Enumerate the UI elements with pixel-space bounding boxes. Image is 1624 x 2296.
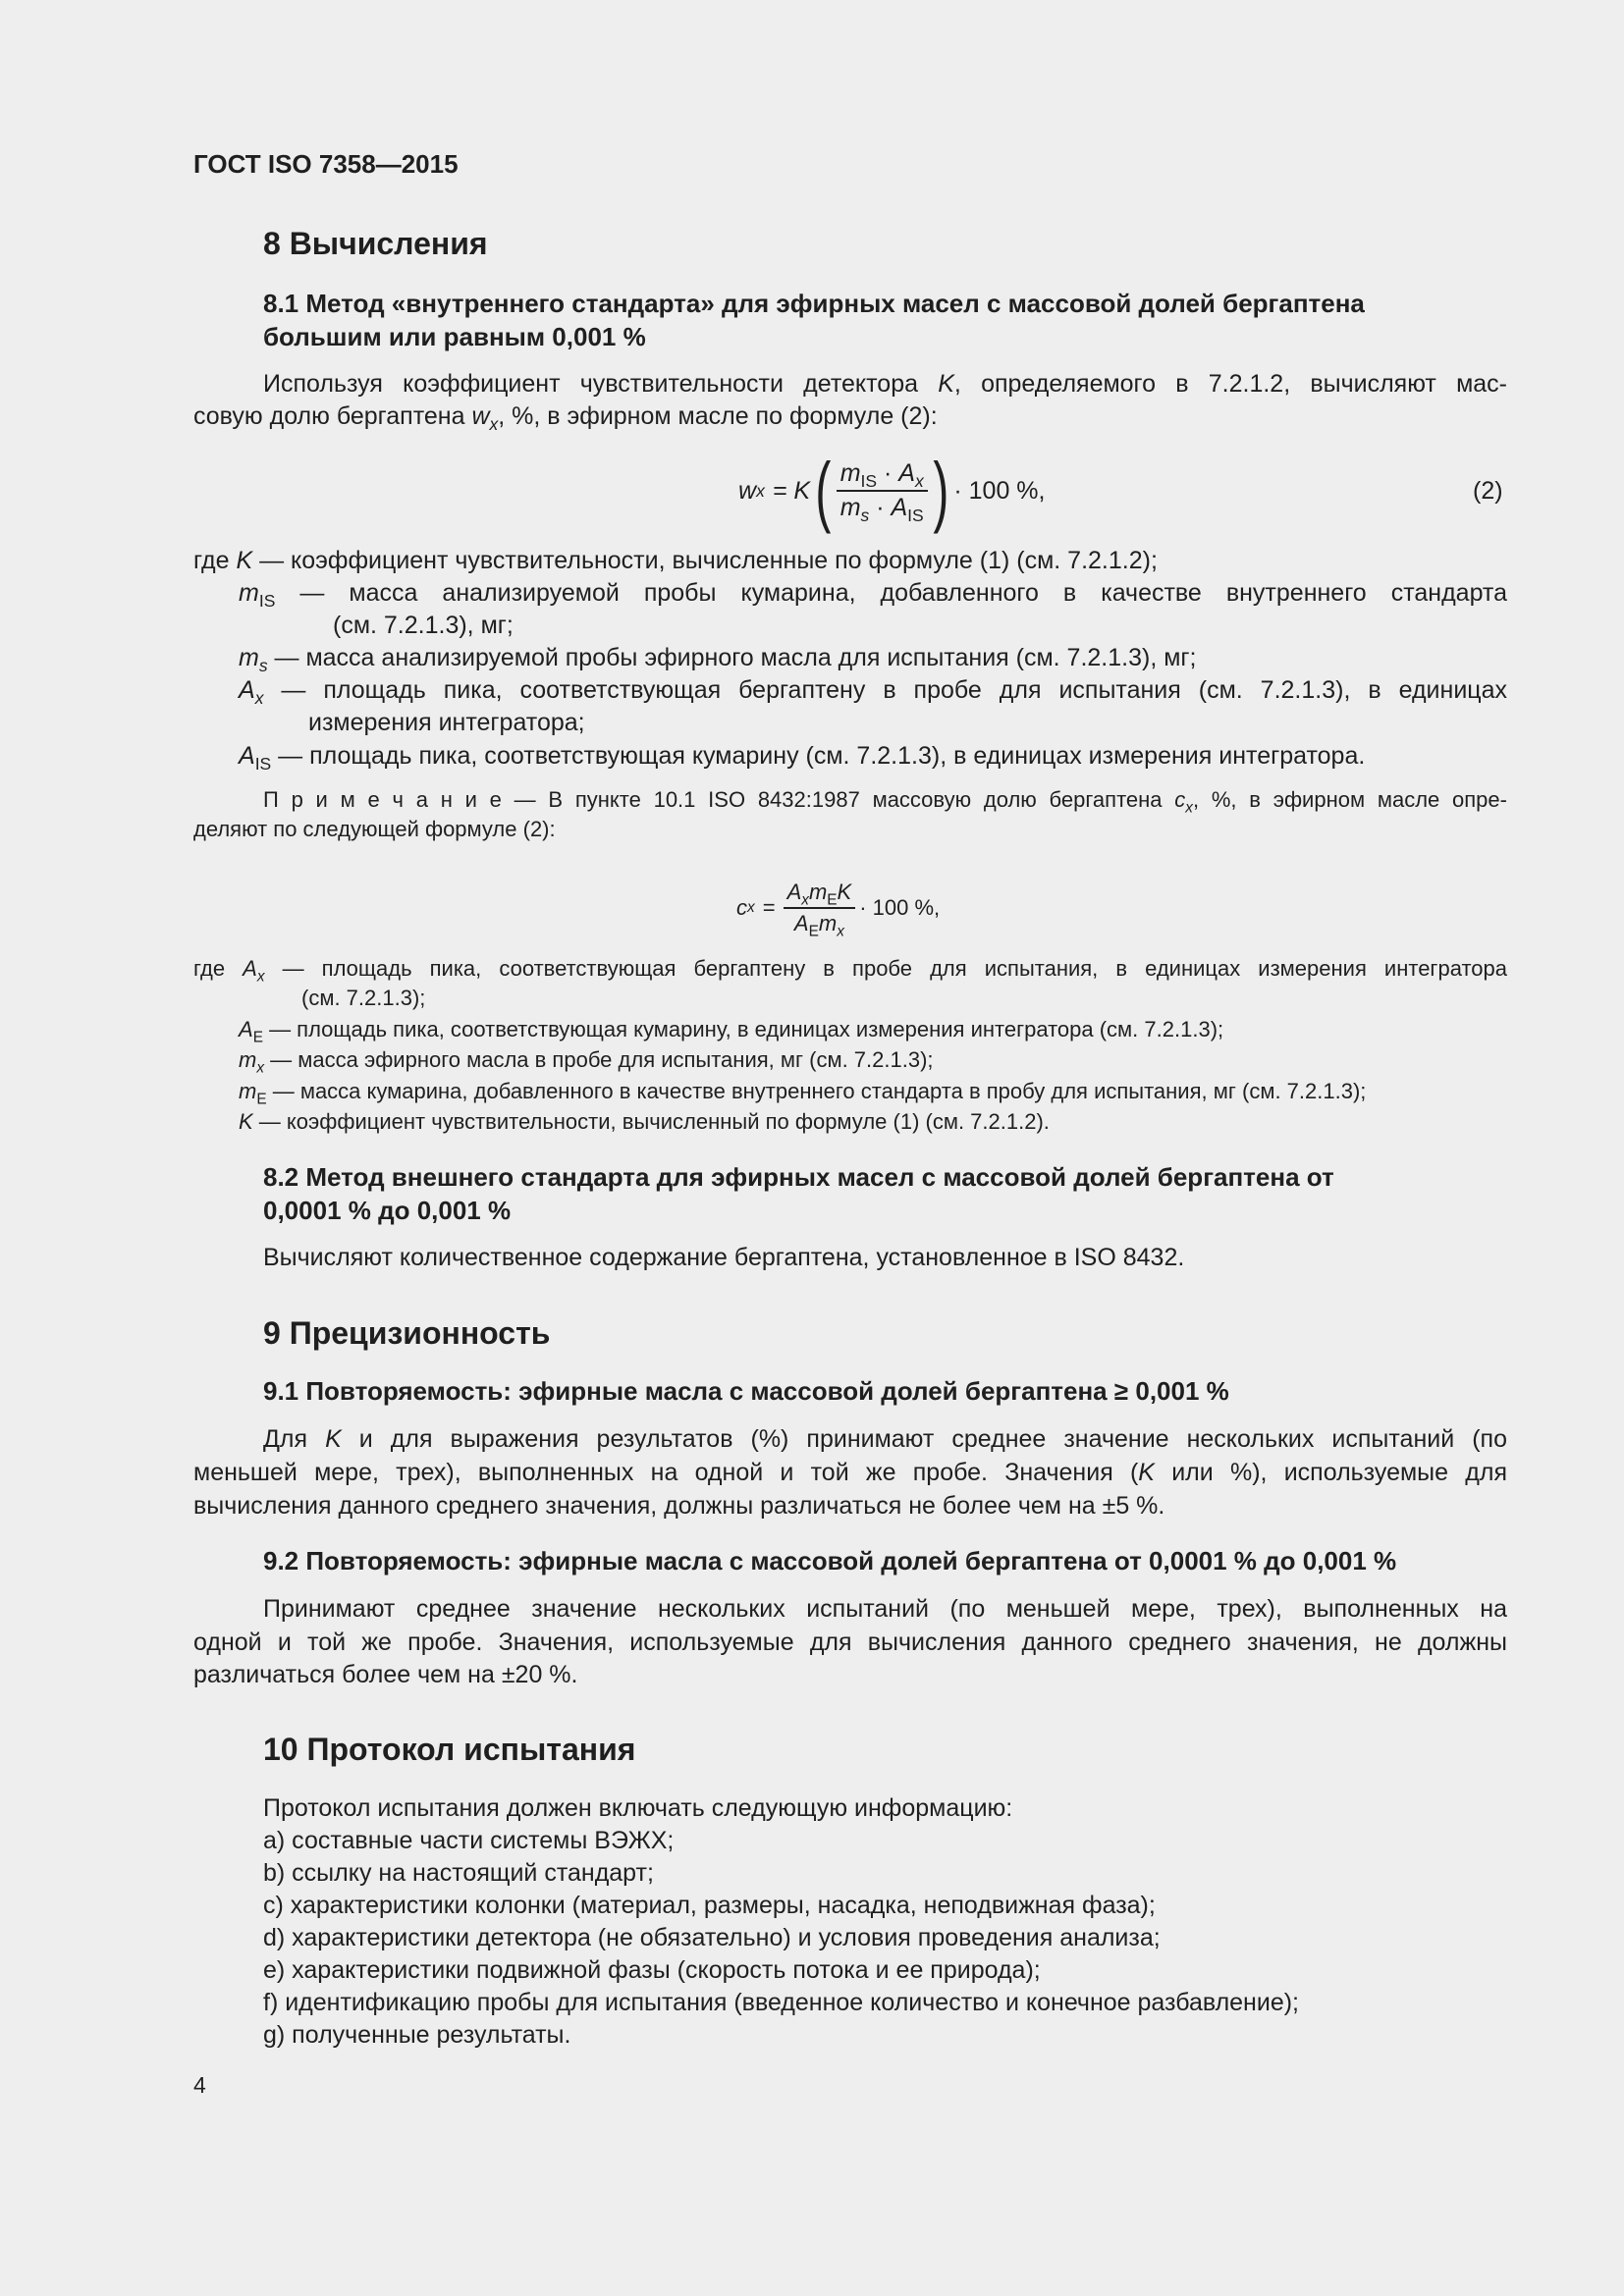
list-item: f) идентификацию пробы для испытания (введенное количество и конечное разбавление); — [263, 1989, 1300, 2016]
subsection-9-2-title: 9.2 Повторяемость: эфирные масла с массовой долей бергаптена от 0,0001 % до 0,001 % — [263, 1546, 1397, 1575]
where-m-is-cont: (см. 7.2.1.3), мг; — [333, 612, 514, 639]
list-item: g) полученные результаты. — [263, 2021, 571, 2049]
paragraph-9-2-line3: различаться более чем на ±20 %. — [193, 1661, 578, 1688]
subsection-8-1-title-line2: большим или равным 0,001 % — [263, 322, 646, 351]
subsection-8-2-title-line2: 0,0001 % до 0,001 % — [263, 1196, 512, 1225]
where-a-x: $A_x$ — площадь пика, соответствующая бергаптену в пробе для испытания (см. 7.2.1.3), в единицах — [239, 676, 1507, 709]
section-9-title: 9 Прецизионность — [263, 1315, 551, 1351]
section-10-intro: Протокол испытания должен включать следующую информацию: — [263, 1794, 1013, 1822]
paragraph-8-1-line1: Используя коэффициент чувствительности детектора K, определяемого в 7.2.1.2, вычисляют мас- — [263, 370, 1507, 398]
formula-note: c x = $\frac{A_xm_EK}{A_Em_x}$ · 100 %, — [736, 880, 941, 940]
document-code: ГОСТ ISO 7358—2015 — [193, 149, 459, 179]
note-line1: П р и м е ч а н и е — В пункте 10.1 ISO 8432:1987 массовую долю бергаптена $c_x$, %, в эфирном масле опре- — [263, 787, 1507, 817]
list-item: e) характеристики подвижной фазы (скорость потока и ее природа); — [263, 1956, 1041, 1984]
list-item: b) ссылку на настоящий стандарт; — [263, 1859, 654, 1887]
left-paren: ( — [815, 447, 832, 534]
list-item: c) характеристики колонки (материал, размеры, насадка, неподвижная фаза); — [263, 1892, 1156, 1919]
formula-2-number: (2) — [1473, 477, 1503, 505]
section-10-title: 10 Протокол испытания — [263, 1732, 636, 1767]
formula-2-fraction: $\frac{m_{IS} \cdot A_x}{m_s \cdot A_{IS}}$ — [837, 457, 928, 524]
where-a-x-cont: измерения интегратора; — [308, 709, 585, 736]
formula-2: w x = K ( $\frac{m_{IS} \cdot A_x}{m_s \cdot A_{IS}}$ ) · 100 %, — [738, 447, 1046, 534]
list-item: d) характеристики детектора (не обязательно) и условия проведения анализа; — [263, 1924, 1161, 1951]
right-paren: ) — [933, 447, 949, 534]
note-where-m-e: $m_E$ — масса кумарина, добавленного в качестве внутреннего стандарта в пробу для испытания, мг (см. 7.2.1.3); — [239, 1079, 1367, 1108]
subsection-9-1-title: 9.1 Повторяемость: эфирные масла с массовой долей бергаптена ≥ 0,001 % — [263, 1376, 1229, 1406]
note-where-a-x-cont: (см. 7.2.1.3); — [301, 986, 426, 1010]
where-a-is: $A_{IS}$ — площадь пика, соответствующая кумарину (см. 7.2.1.3), в единицах измерения интегратора. — [239, 742, 1366, 774]
note-line2: деляют по следующей формуле (2): — [193, 817, 556, 841]
where-m-is: $m_{IS}$ — масса анализируемой пробы кумарина, добавленного в качестве внутреннего стандарта — [239, 579, 1507, 612]
paragraph-9-2-line2: одной и той же пробе. Значения, используемые для вычисления данного среднего значения, не должны — [193, 1629, 1507, 1656]
where-m-s: $m_s$ — масса анализируемой пробы эфирного масла для испытания (см. 7.2.1.3), мг; — [239, 644, 1197, 676]
paragraph-8-1-line2: совую долю бергаптена $w_x$, %, в эфирном масле по формуле (2): — [193, 402, 938, 435]
note-where-a-e: $A_E$ — площадь пика, соответствующая кумарину, в единицах измерения интегратора (см. 7.2.1.3); — [239, 1017, 1224, 1046]
paragraph-9-1-line3: вычисления данного среднего значения, должны различаться не более чем на ±5 %. — [193, 1492, 1165, 1520]
subsection-8-1-title-line1: 8.1 Метод «внутреннего стандарта» для эфирных масел с массовой долей бергаптена — [263, 289, 1365, 318]
note-where-m-x: $m_x$ — масса эфирного масла в пробе для испытания, мг (см. 7.2.1.3); — [239, 1047, 934, 1077]
paragraph-9-1-line1: Для K и для выражения результатов (%) принимают среднее значение нескольких испытаний (по — [263, 1425, 1507, 1453]
section-8-title: 8 Вычисления — [263, 226, 488, 261]
paragraph-8-2: Вычисляют количественное содержание бергаптена, установленное в ISO 8432. — [263, 1244, 1185, 1271]
formula-note-fraction: $\frac{A_xm_EK}{A_Em_x}$ — [784, 878, 856, 938]
paragraph-9-1-line2: меньшей мере, трех), выполненных на одной и той же пробе. Значения (K или %), используемые для — [193, 1459, 1507, 1486]
page-number: 4 — [193, 2072, 206, 2098]
note-where-a-x: где $A_x$ — площадь пика, соответствующая бергаптену в пробе для испытания, в единицах измерения интегратора — [193, 956, 1507, 986]
note-where-k: K — коэффициент чувствительности, вычисленный по формуле (1) (см. 7.2.1.2). — [239, 1109, 1050, 1134]
subsection-8-2-title-line1: 8.2 Метод внешнего стандарта для эфирных масел с массовой долей бергаптена от — [263, 1162, 1334, 1192]
where-k: где K — коэффициент чувствительности, вычисленные по формуле (1) (см. 7.2.1.2); — [193, 547, 1158, 574]
list-item: a) составные части системы ВЭЖХ; — [263, 1827, 675, 1854]
paragraph-9-2-line1: Принимают среднее значение нескольких испытаний (по меньшей мере, трех), выполненных на — [263, 1595, 1507, 1623]
